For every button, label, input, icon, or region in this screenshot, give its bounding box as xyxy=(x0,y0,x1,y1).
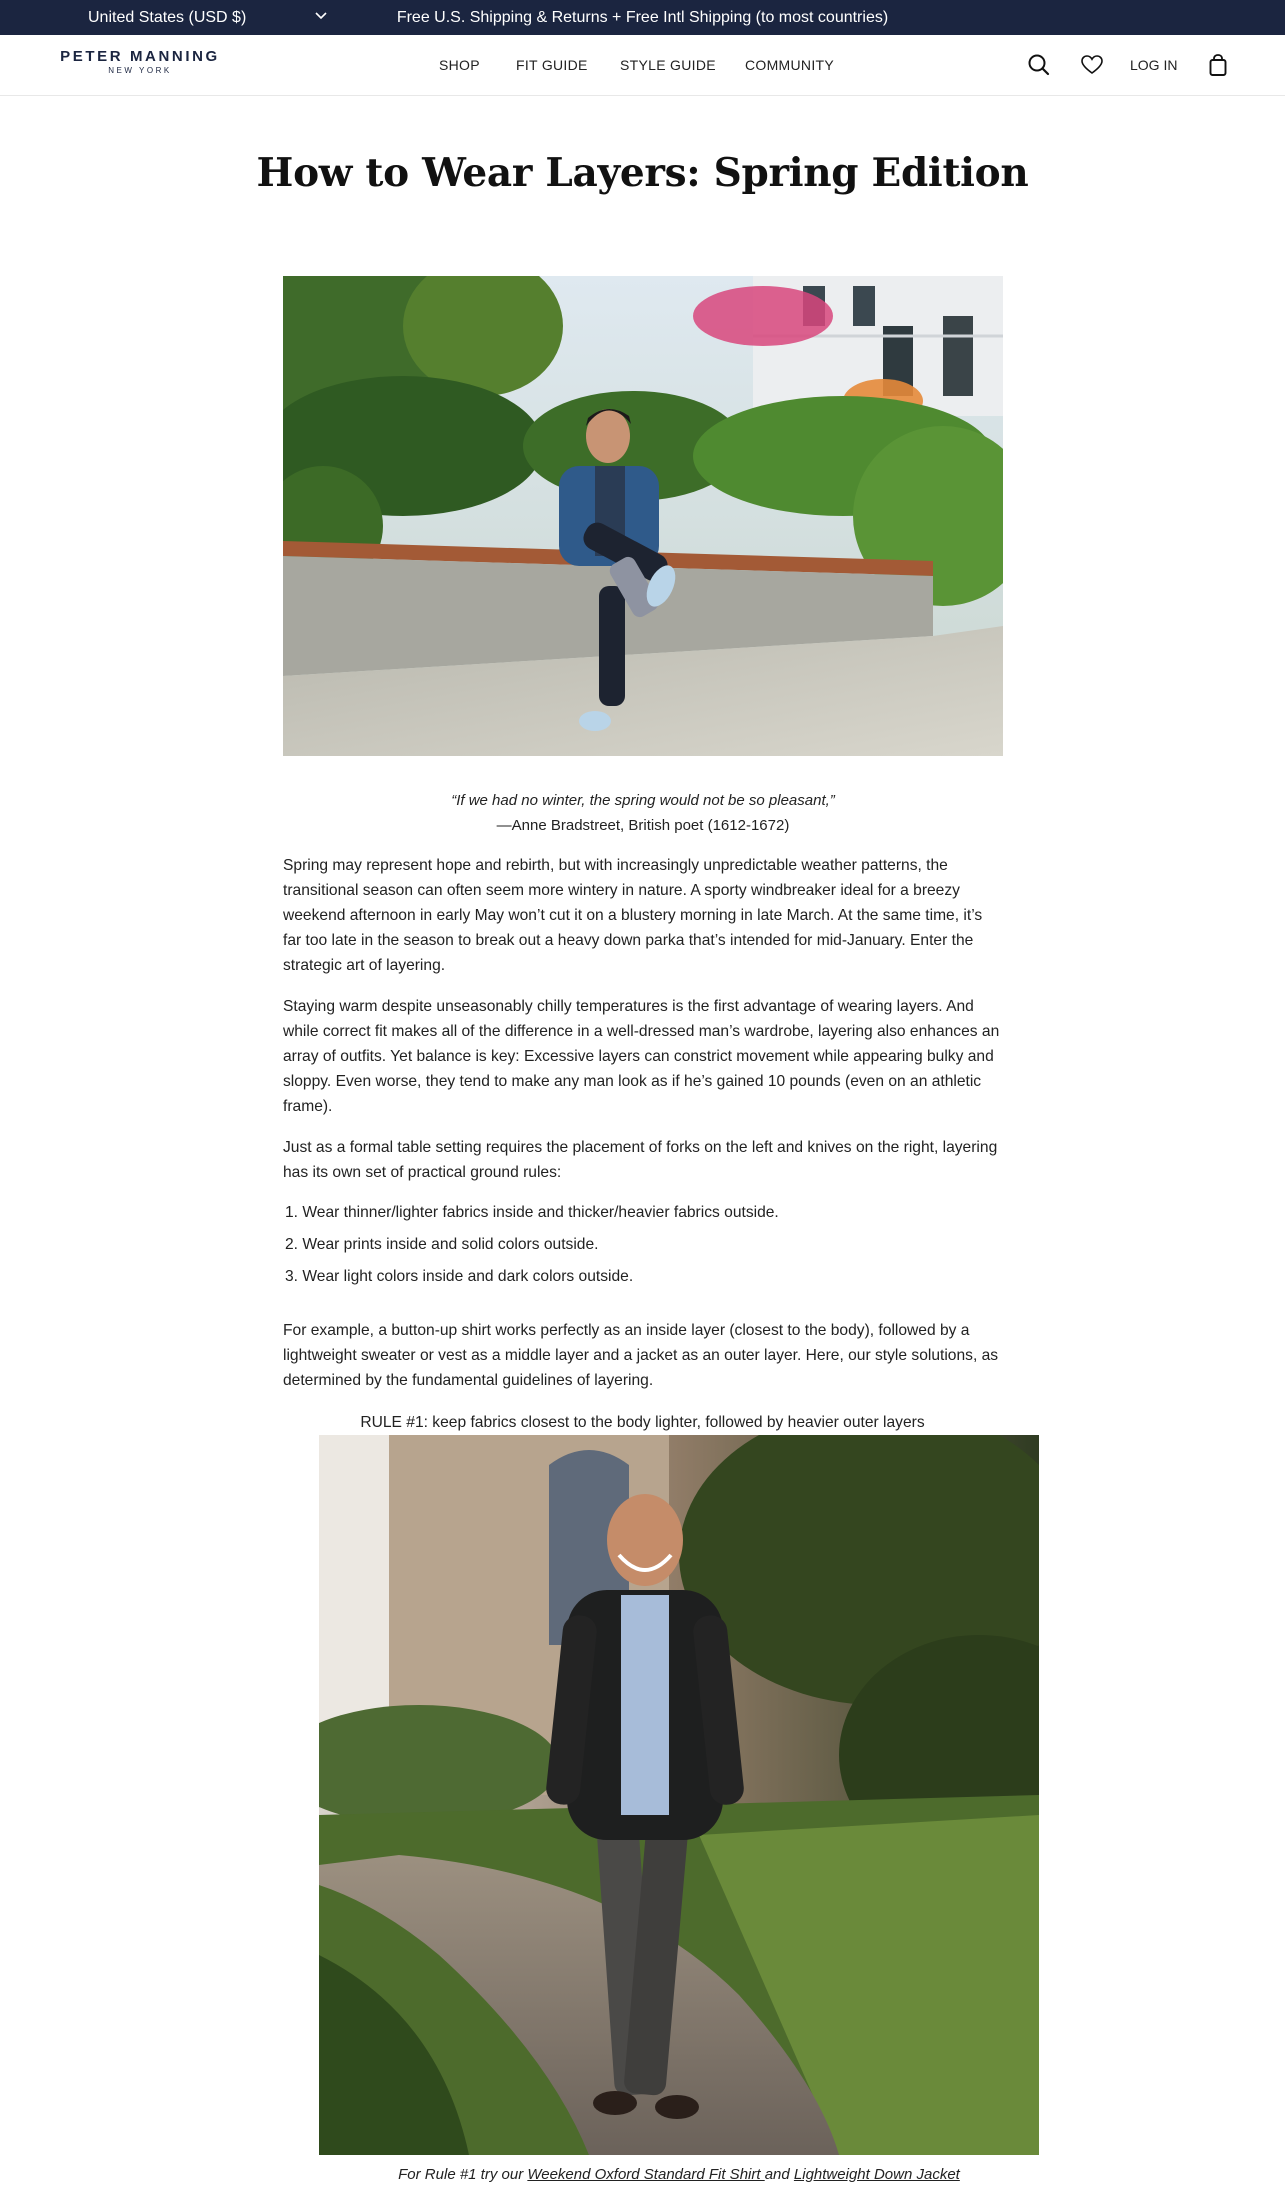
caption-prefix: For Rule #1 try our xyxy=(398,2166,528,2183)
layering-rules-list xyxy=(283,1200,1003,1296)
caption-middle: and xyxy=(764,2166,794,2183)
nav-shop[interactable]: SHOP xyxy=(439,57,480,73)
list-item: 2. Wear prints inside and solid colors outside. xyxy=(285,1236,599,1253)
brand-subtitle: NEW YORK xyxy=(108,66,172,75)
quote-text: “If we had no winter, the spring would not be so pleasant,” xyxy=(451,792,835,809)
article-title: How to Wear Layers: Spring Edition xyxy=(256,150,1029,196)
quote-author: —Anne Bradstreet, British poet (1612-1672) xyxy=(496,817,790,834)
nav-style-guide[interactable]: STYLE GUIDE xyxy=(620,57,716,73)
announcement-bar xyxy=(0,0,1285,35)
brand-logo[interactable] xyxy=(60,48,220,76)
product-link-oxford-shirt[interactable]: Weekend Oxford Standard Fit Shirt xyxy=(527,2166,765,2183)
site-header xyxy=(0,35,1285,96)
list-item: 3. Wear light colors inside and dark colors outside. xyxy=(285,1268,634,1285)
nav-community[interactable]: COMMUNITY xyxy=(745,57,835,73)
photo-caption xyxy=(319,2162,1039,2187)
heart-icon[interactable] xyxy=(1079,52,1105,78)
rule-1-photo xyxy=(319,1435,1039,2155)
rule-1-caption: RULE #1: keep fabrics closest to the body lighter, followed by heavier outer layers xyxy=(360,1414,925,1431)
currency-selector[interactable]: United States (USD $) xyxy=(88,9,247,26)
shipping-promo xyxy=(0,0,1285,35)
nav-fit-guide[interactable]: FIT GUIDE xyxy=(516,57,588,73)
list-item: 1. Wear thinner/lighter fabrics inside and thicker/heavier fabrics outside. xyxy=(285,1204,779,1221)
article-paragraph: Just as a formal table setting requires the placement of forks on the left and knives on the right, layering has its own set of practical ground rules: xyxy=(283,1139,998,1181)
epigraph-quote xyxy=(283,788,1003,838)
shipping-promo-text: Free U.S. Shipping & Returns + Free Intl Shipping (to most countries) xyxy=(396,9,889,26)
brand-name: PETER MANNING xyxy=(60,48,220,65)
article-paragraph: For example, a button-up shirt works perfectly as an inside layer (closest to the body), followed by a lightweight sweater or vest as a middle layer and a jacket as an outer layer. Here, our style solutions, as determined by the fundamental guidelines of layering. xyxy=(283,1322,999,1389)
login-link[interactable]: LOG IN xyxy=(1130,57,1178,73)
article-paragraph: Staying warm despite unseasonably chilly temperatures is the first advantage of wearing layers. And while correct fit makes all of the difference in a well-dressed man’s wardrobe, layering also enhances an array of outfits. Yet balance is key: Excessive layers can constrict movement while appearing bulky and sloppy. Even worse, they tend to make any man look as if he’s gained 10 pounds (even on an athletic frame). xyxy=(283,998,1000,1115)
article-paragraph: Spring may represent hope and rebirth, but with increasingly unpredictable weather patterns, the transitional season can often seem more wintery in nature. A sporty windbreaker ideal for a breezy weekend afternoon in early May won’t cut it on a blustery morning in late March. At the same time, it’s far too late in the season to break out a heavy down parka that’s intended for mid-January. Enter the strategic art of layering. xyxy=(283,857,983,974)
search-icon[interactable] xyxy=(1026,52,1052,78)
bag-icon[interactable] xyxy=(1205,52,1231,78)
product-link-down-jacket[interactable]: Lightweight Down Jacket xyxy=(793,2166,960,2183)
hero-photo xyxy=(283,276,1003,756)
